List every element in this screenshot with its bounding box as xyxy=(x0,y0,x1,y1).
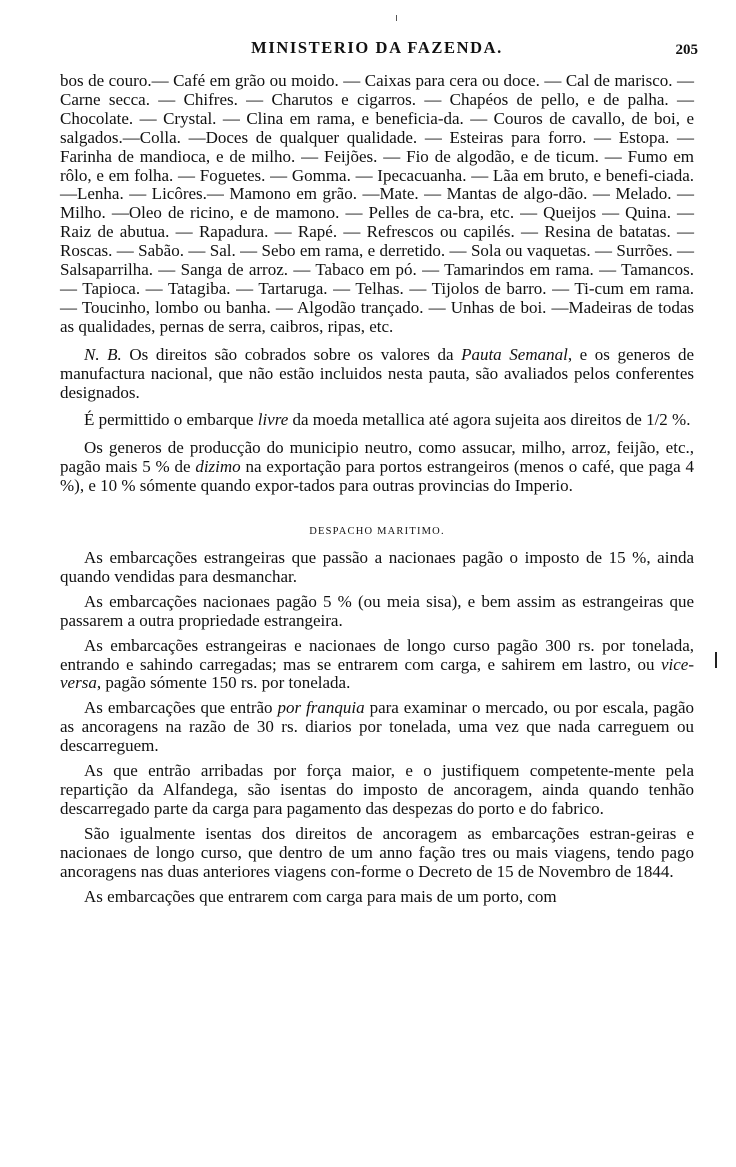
pauta-semanal-term: Pauta Semanal xyxy=(461,344,568,364)
embarque-after: da moeda metallica até agora sujeita aos direitos de 1/2 %. xyxy=(288,410,691,430)
maritimo-paragraph-3 xyxy=(60,637,694,694)
embarque-paragraph xyxy=(60,411,694,430)
maritimo-paragraph-7: As embarcações que entrarem com carga para mais de um porto, com xyxy=(84,886,557,906)
embarque-before: É permittido o embarque xyxy=(84,410,258,430)
maritimo-paragraph-4 xyxy=(60,699,694,756)
generos-paragraph xyxy=(60,439,694,496)
maritimo-paragraph-6: São igualmente isentas dos direitos de ancoragem as embarcações estran-geiras e nacionaes de longo curso, que dentro de um anno fação tres ou mais viagens, tendo pago ancoragens nas duas anteriores viagens con-forme o Decreto de 15 de Novembro de 1844. xyxy=(60,823,694,881)
maritimo-paragraph-5: As que entrão arribadas por força maior, e o justifiquem competente-mente pela repartição da Alfandega, são isentas do imposto de ancoragem, ainda quando tenhão descarregado parte da carga para pagamento das despezas do porto e do fabrico. xyxy=(60,761,694,818)
top-tick-mark xyxy=(396,15,397,21)
dizimo-term: dizimo xyxy=(195,457,241,477)
nb-label: N. B. xyxy=(84,344,122,364)
document-page xyxy=(60,38,698,906)
section-heading: DESPACHO MARITIMO. xyxy=(309,526,445,538)
por-franquia-term: por franquia xyxy=(277,698,365,718)
maritimo-paragraph-1: As embarcações estrangeiras que passão a nacionaes pagão o imposto de 15 %, ainda quando vendidas para desmanchar. xyxy=(60,548,694,586)
generos-before: Os generos de producção do municipio neutro, como assucar, milho, arroz, feijão, etc., pagão mais 5 % de xyxy=(60,438,694,477)
nb-text-after: , e os generos de manufactura nacional, que não estão incluidos nesta pauta, são avaliados pelos conferentes designados. xyxy=(60,344,694,402)
maritimo-paragraph-2: As embarcações nacionaes pagão 5 % (ou meia sisa), e bem assim as estrangeiras que passarem a outra propriedade estrangeira. xyxy=(60,591,694,630)
nb-text-before: Os direitos são cobrados sobre os valores da xyxy=(121,344,462,364)
p3-before: As embarcações estrangeiras e nacionaes de longo curso pagão 300 rs. por tonelada, entrando e sahindo carregadas; mas se entrarem com carga, e sahirem em lastro, ou xyxy=(60,635,694,674)
p3-after: , pagão sómente 150 rs. por tonelada. xyxy=(96,673,351,693)
page-number: 205 xyxy=(675,42,698,58)
livre-term: livre xyxy=(257,410,289,430)
p4-before: As embarcações que entrão xyxy=(84,698,278,718)
generos-after: na exportação para portos estrangeiros (menos o café, que paga 4 %), e 10 % sómente quando expor-tados para outras provincias do Imperio. xyxy=(60,457,695,496)
margin-mark xyxy=(715,652,717,668)
vice-versa-term: vice-versa xyxy=(60,654,694,693)
page-header xyxy=(60,38,698,68)
p4-after: para examinar o mercado, ou por escala, pagão as ancoragens na razão de 30 rs. diarios por tonelada, uma vez que nada carreguem ou descarreguem. xyxy=(60,698,695,756)
goods-list-paragraph: bos de couro.— Café em grão ou moido. — Caixas para cera ou doce. — Cal de marisco. — Carne secca. — Chifres. — Charutos e cigarros. — Chapéos de pello, e de palha. —Chocolate. — Crystal. — Clina em rama, e beneficia-da. — Couros de cavallo, de boi, e salgados.—Colla. —Doces de qualquer qualidade. — Esteiras para forro. — Estopa. — Farinha de mandioca, e de milho. — Feijões. — Fio de algodão, e de ticum. — Fumo em rôlo, e em folha. — Foguetes. — Gomma. — Ipecacuanha. — Lãa em bruto, e benefi-ciada.—Lenha. — Licôres.— Mamono em grão. —Mate. — Mantas de algo-dão. — Melado. —Milho. —Oleo de ricino, e de mamono. — Pelles de ca-bra, etc. — Queijos — Quina. —Raiz de abutua. — Rapadura. — Rapé. — Refrescos ou capilés. — Resina de batatas. — Roscas. — Sabão. — Sal. — Sebo em rama, e derretido. — Sola ou vaquetas. — Surrões. — Salsaparrilha. — Sanga de arroz. — Tabaco em pó. — Tamarindos em rama. — Tamancos. — Tapioca. — Tatagiba. — Tartaruga. — Telhas. — Tijolos de barro. — Ti-cum em rama. — Toucinho, lombo ou banha. — Algodão trançado. — Unhas de boi. —Madeiras de todas as qualidades, pernas de serra, caibros, ripas, etc. xyxy=(60,71,694,336)
running-title: MINISTERIO DA FAZENDA. xyxy=(251,38,503,57)
nb-paragraph xyxy=(60,346,694,403)
